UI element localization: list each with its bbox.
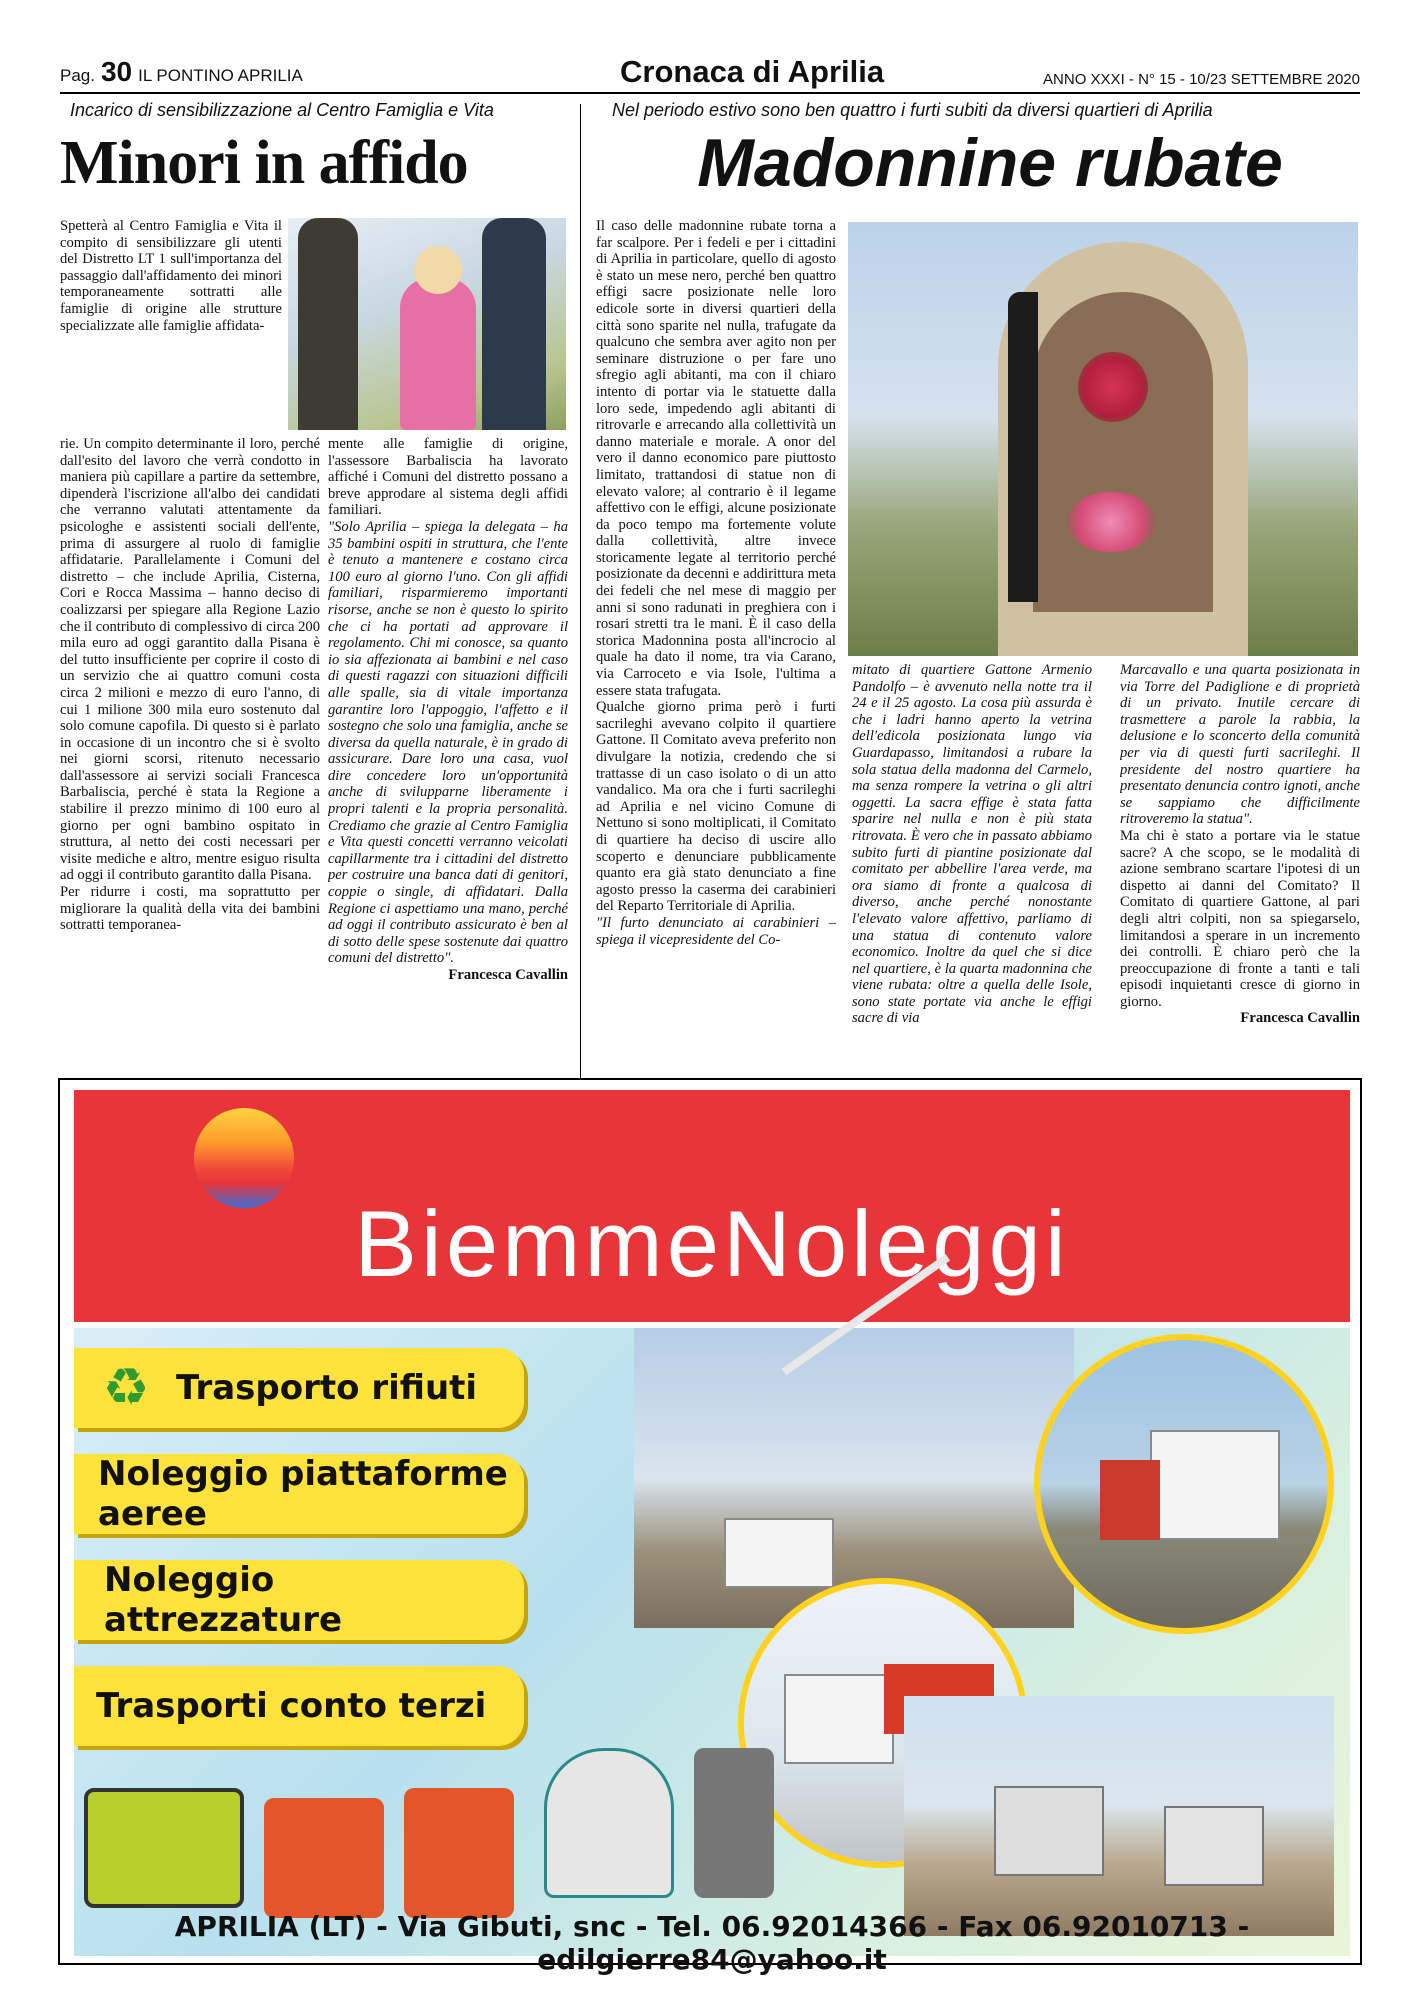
article2-col1 [596, 218, 836, 1068]
article1-col2b-text: "Solo Aprilia – spiega la delegata – ha 35 bambini ospiti in struttura, che l'ente è tenuto a mantenere e costano circa 100 euro al giorno l'uno. Con gli affidi familiari, risparmieremo importanti risorse, anche se non è questo lo spirito che ci ha portati ad approvare il regolamento. Chi mi conosce, sa quanto io sia affezionata ai bambini e nel caso di questi ragazzi con situazioni difficili alle spalle, sia di vitale importanza garantire loro l'appoggio, l'affetto e il sostegno che solo una famiglia, anche se diversa da quella naturale, è in grado di assicurare. Dare loro una casa, vuol dire concedere loro un'opportunità anche di svilupparne liberamente i propri talenti e la propria personalità. Crediamo che grazie al Centro Famiglia e Vita questi concetti verranno veicolati capillarmente tra i cittadini del distretto per costruire una banca dati di genitori, coppie o single, di affidatari. Dalla Regione ci aspettiamo una mano, perché ad oggi il contributo assicurato è ben al di sotto delle spese sostenute dai quattro comuni del distretto". [328, 518, 568, 967]
page-number: 30 [100, 56, 133, 87]
crane-truck-photo [1034, 1334, 1334, 1634]
service-label: Noleggio attrezzature [104, 1560, 343, 1640]
article1-author: Francesca Cavallin [448, 967, 568, 983]
service-pill-rifiuti [74, 1348, 524, 1428]
paper-name: IL PONTINO APRILIA [138, 66, 303, 85]
article1-col2a-text: mente alle famiglie di origine, l'assessore Barbaliscia ha lavorato affiché i Comuni del distretto possano a breve approdare al sistema degli affidi familiari. [328, 436, 568, 519]
service-pill-trasporti [74, 1666, 524, 1746]
article2-col3a-text: Marcavallo e una quarta posizionata in via Torre del Padiglione e di proprietà di un privato. Inutile cercare di trasmettere a parole la rabbia, la delusione e lo sconcerto della comunità per via di questi furti sacrileghi. Il presidente del nostro quartiere ha presentato denuncia contro ignoti, anche se sappiamo che difficilmente ritroveremo la statua". [1120, 662, 1360, 828]
brand-name: BiemmeNoleggi [354, 1191, 1070, 1296]
article1-kicker: Incarico di sensibilizzazione al Centro Famiglia e Vita [70, 100, 494, 120]
services-panel [74, 1328, 1350, 1956]
generator-image [84, 1788, 244, 1908]
article2-col1-text: Il caso delle madonnine rubate torna a far scalpore. Per i fedeli e per i cittadini di Aprilia in particolare, quello di agosto è stato un mese nero, perché ben quattro effigi sacre posizionate nelle loro edicole sorte in diversi quartieri della città sono sparite nel nulla, trafugate da qualcuno che sembra aver agito non per seminare distruzione o per fare uno sfregio agli abitanti, ma con il chiaro intento di portar via le statuette dalla loro sede, impedendo agli abitanti di ritrovarle e arrecando alla collettività un danno materiale e morale. A onor del vero il danno economico pare piuttosto limitato, trattandosi di statue non di elevato valore; al contrario è il legame affettivo con le effigi, alcune posizionate da poco tempo ma fortemente volute dalla collettività, altre invece storicamente legate al territorio perché posizionate da decenni e addirittura meta dei fedeli che nel mese di maggio per anni si sono radunati in preghiera con i rosari stretti tra le mani. È il caso della storica Madonnina posta all'incrocio al quale ha dato il nome, tra via Carano, via Carroceto e via Isole, l'ultima a essere stata trafugata. [596, 218, 836, 699]
ad-contact-line: APRILIA (LT) - Via Gibuti, snc - Tel. 06.92014366 - Fax 06.92010713 - edilgierre84@yahoo.it [174, 1910, 1250, 1976]
service-label: Noleggio piattaforme aeree [98, 1454, 508, 1534]
article1-col1-text: rie. Un compito determinante il loro, perché dall'esito del lavoro che verrà condotto in maniera più capillare a partire da settembre, dipenderà l'iscrizione all'albo dei candidati che verranno valutati attentamente da psicologhe e assistenti sociali dell'ente, prima di assurgere al ruolo di famiglie affidatarie. Parallelamente i Comuni del distretto – che include Aprilia, Cisterna, Cori e Rocca Massima – hanno deciso di coalizzarsi per spiegare alla Regione Lazio che il contributo di complessivo di circa 200 mila euro ad oggi garantito dalla Pisana è del tutto insufficiente per coprire il costo di un servizio che ai quattro comuni costa circa 2 milioni e mezzo di euro l'anno, di cui 1 milione 300 mila euro sostenuto dal solo comune capofila. Di questo si è parlato in occasione di un incontro che si è svolto nei giorni scorsi, ritenuto necessario dall'assessore ai servizi sociali Francesca Barbaliscia, perché è stata la Regione a stabilire il prezzo minimo di 100 euro al giorno per ogni bambino ospitato in struttura, al netto dei costi necessari per visite mediche e altro, mentre esiguo risulta ad oggi il contributo garantito dalla Pisana. [60, 436, 320, 884]
page-header [60, 54, 1360, 94]
power-tool-image [264, 1798, 384, 1918]
article2-col3 [1120, 662, 1360, 1068]
excavators-photo [904, 1696, 1334, 1936]
jackhammer-image [694, 1748, 774, 1898]
cement-mixer-image [544, 1748, 674, 1898]
service-pill-piattaforme [74, 1454, 524, 1534]
article2-author: Francesca Cavallin [1240, 1010, 1360, 1027]
article1-col1 [60, 436, 320, 1070]
shrine-photo [848, 222, 1358, 656]
article2-title: Madonnine rubate [697, 125, 1283, 201]
page-label: Pag. [60, 66, 95, 85]
article2-col1c-text: "Il furto denunciato ai carabinieri – spiega il vicepresidente del Co- [596, 914, 836, 948]
article2-col2-text: mitato di quartiere Gattone Armenio Pandolfo – è avvenuto nella notte tra il 24 e il 25 agosto. La cosa più assurda è che i ladri hanno aperto la vetrina dell'edicola posizionata lungo via Guardapasso, limitandosi a rubare la sola statua della madonna del Carmelo, ma senza rompere la vetrina o gli altri oggetti. La sacra effige è stata fatta sparire nel nulla e non è più stata ritrovata. È vero che in passato abbiamo subito furti di piantine posizionate dal comitato per abbellire l'area verde, ma ora siamo di fronte a qualcosa di diverso, anche perché nonostante l'elevato valore affettivo, parliamo di una statua di contenuto valore economico. Inoltre da quel che si dice nel quartiere, è la quarta madonnina che viene rubata: oltre a quella delle Isole, sono state portate via anche le effigi sacre di via [852, 662, 1092, 1027]
page-info [60, 56, 303, 88]
service-label: Trasporti conto terzi [96, 1686, 487, 1726]
family-photo [288, 218, 566, 430]
article1-col1b-text: Per ridurre i costi, ma soprattutto per migliorare la qualità della vita dei bambini sottratti temporanea- [60, 884, 320, 934]
article2-col1b-text: Qualche giorno prima però i furti sacrileghi avevano colpito il quartiere Gattone. Il Comitato aveva preferito non divulgare la notizia, credendo che si trattasse di un caso isolato o di un atto vandalico. Ma ora che i furti sacrileghi ad Aprilia e nel vicino Comune di Nettuno si sono moltiplicati, il Comitato di quartiere ha deciso di uscire allo scoperto e denunciare pubblicamente quanto era già stato denunciato a fine agosto presso la caserma dei carabinieri del Reparto Territoriale di Aprilia. [596, 699, 836, 915]
article2-col3b-text: Ma chi è stato a portare via le statue sacre? A che scopo, se le modalità di azione sembrano scartare l'ipotesi di un dispetto ai danni del Comitato? Il Comitato di quartiere Gattone, al pari degli altri colpiti, non sa spiegarselo, limitandosi a sperare in un incremento dei controlli. È chiaro però che la preoccupazione di fronte a tanti e tali episodi inquietanti cresce di giorno in giorno. [1120, 827, 1360, 1010]
service-pill-attrezzature [74, 1560, 524, 1640]
column-divider [580, 104, 581, 1084]
service-label: Trasporto rifiuti [176, 1368, 478, 1408]
article1-col2 [328, 436, 568, 1070]
section-title: Cronaca di Aprilia [620, 54, 885, 89]
issue-info: ANNO XXXI - N° 15 - 10/23 SETTEMBRE 2020 [1043, 71, 1360, 88]
power-tool-image-2 [404, 1788, 514, 1918]
recycle-icon: ♻ [102, 1358, 150, 1418]
article2-kicker: Nel periodo estivo sono ben quattro i furti subiti da diversi quartieri di Aprilia [612, 100, 1213, 120]
brand-logo-banner [74, 1090, 1350, 1322]
article2-col2 [852, 662, 1092, 1068]
advertisement [58, 1078, 1362, 1976]
article1-title: Minori in affido [60, 129, 468, 197]
article1-intro-text: Spetterà al Centro Famiglia e Vita il compito di sensibilizzare gli utenti del Distretto LT 1 sull'importanza del passaggio dall'affidamento dei minori temporaneamente sottratti alle famiglie di origine alle strutture specializzate alle famiglie affidata- [60, 218, 282, 334]
article1-intro [60, 218, 282, 432]
